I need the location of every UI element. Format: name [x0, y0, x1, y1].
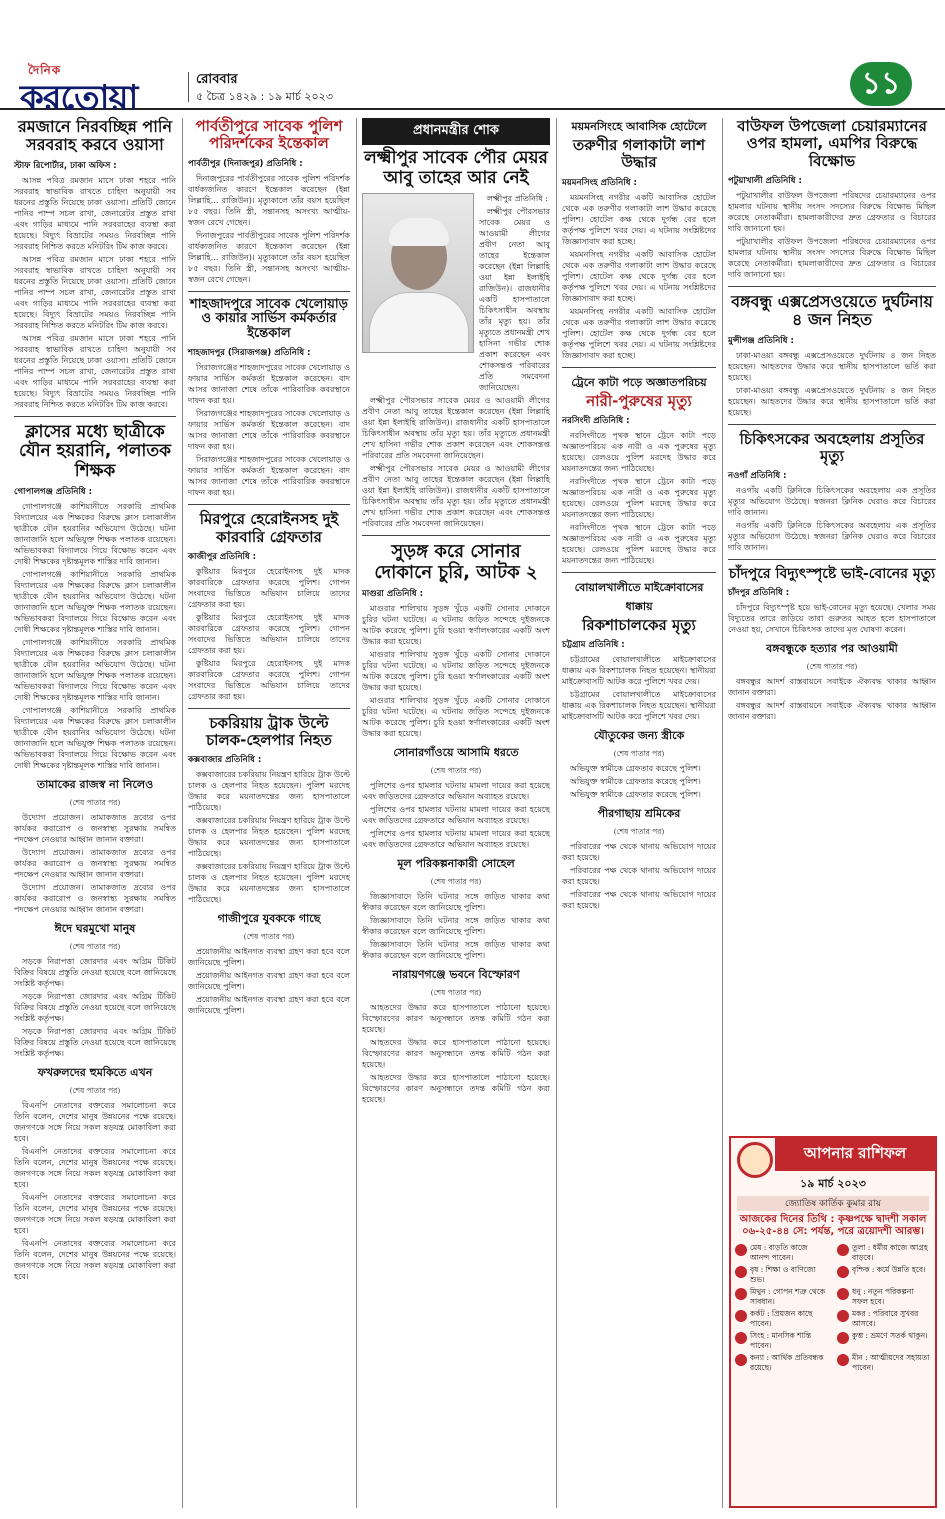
- headline-electrocution[interactable]: চাঁদপুরে বিদ্যুৎস্পৃষ্টে ভাই-বোনের মৃত্যু: [728, 566, 936, 583]
- byline: মাগুরা প্রতিনিধি :: [362, 589, 424, 600]
- byline: মুন্সীগঞ্জ প্রতিনিধি :: [728, 335, 794, 346]
- article-body: ময়মনসিংহ নগরীর একটি আবাসিক হোটেল থেকে এক তরুণীর গলাকাটা লাশ উদ্ধার করেছে পুলিশ। হোটেল কক্ষ থেকে দুর্গন্ধ বের হলে কর্তৃপক্ষ পুলিশে খবর দেয়। এ ঘটনায় সংশ্লিষ্টদের জিজ্ঞাসাবাদ করা হচ্ছে। ময়মনসিংহ নগরীর একটি আবাসিক হোটেল থেকে এক তরুণীর গলাকাটা লাশ উদ্ধার করেছে পুলিশ। হোটেল কক্ষ থেকে দুর্গন্ধ বের হলে কর্তৃপক্ষ পুলিশে খবর দেয়। এ ঘটনায় সংশ্লিষ্টদের জিজ্ঞাসাবাদ করা হচ্ছে। ময়মনসিংহ নগরীর একটি আবাসিক হোটেল থেকে এক তরুণীর গলাকাটা লাশ উদ্ধার করেছে পুলিশ। হোটেল কক্ষ থেকে দুর্গন্ধ বের হলে কর্তৃপক্ষ পুলিশে খবর দেয়। এ ঘটনায় সংশ্লিষ্টদের জিজ্ঞাসাবাদ করা হচ্ছে।: [562, 192, 716, 360]
- zodiac-icon: [735, 1354, 747, 1366]
- headline-rickshaw-death[interactable]: রিকশাচালকের মৃত্যু: [582, 615, 696, 634]
- article-body: পুলিশের ওপর হামলার ঘটনায় মামলা দায়ের করা হয়েছে এবং জড়িতদের গ্রেফতারে অভিযান অব্যাহত রয়েছে। পুলিশের ওপর হামলার ঘটনায় মামলা দায়ের করা হয়েছে এবং জড়িতদের গ্রেফতারে অভিযান অব্যাহত রয়েছে। পুলিশের ওপর হামলার ঘটনায় মামলা দায়ের করা হয়েছে এবং জড়িতদের গ্রেফতারে অভিযান অব্যাহত রয়েছে।: [362, 781, 550, 850]
- continuation-note: (শেষ পাতার পর): [430, 988, 482, 998]
- column-divider: [182, 118, 183, 1508]
- subhead[interactable]: ফখরুলদের হুমকিতে এখন: [37, 1066, 153, 1080]
- article-body: সড়কে নিরাপত্তা জোরদার এবং অগ্রিম টিকিট বিক্রির বিষয়ে প্রস্তুতি নেওয়া হয়েছে বলে জানিয়েছে সংশ্লিষ্ট কর্তৃপক্ষ। সড়কে নিরাপত্তা জোরদার এবং অগ্রিম টিকিট বিক্রির বিষয়ে প্রস্তুতি নেওয়া হয়েছে বলে জানিয়েছে সংশ্লিষ্ট কর্তৃপক্ষ। সড়কে নিরাপত্তা জোরদার এবং অগ্রিম টিকিট বিক্রির বিষয়ে প্রস্তুতি নেওয়া হয়েছে বলে জানিয়েছে সংশ্লিষ্ট কর্তৃপক্ষ।: [14, 957, 176, 1059]
- article-body: অভিযুক্ত স্বামীকে গ্রেফতার করেছে পুলিশ। অভিযুক্ত স্বামীকে গ্রেফতার করেছে পুলিশ। অভিযুক্ত স্বামীকে গ্রেফতার করেছে পুলিশ।: [570, 764, 701, 799]
- zodiac-icon: [735, 1244, 747, 1256]
- continuation-note: (শেষ পাতার পর): [243, 932, 295, 942]
- zodiac-icon: [735, 1266, 747, 1278]
- headline-gold-theft[interactable]: সুড়ঙ্গ করে সোনার দোকানে চুরি, আটক ২: [374, 541, 538, 583]
- headline-lakshmipur-mayor[interactable]: লক্ষ্মীপুর সাবেক পৌর মেয়র আবু তাহের আর নেই: [364, 148, 548, 188]
- zodiac-icon: [735, 1288, 747, 1300]
- headline-chakaria-truck[interactable]: চকরিয়ায় ট্রাক উল্টে চালক-হেলপার নিহত: [206, 713, 332, 750]
- byline: নওগাঁ প্রতিনিধি :: [728, 471, 787, 482]
- continuation-note: (শেষ পাতার পর): [69, 798, 121, 808]
- article-body: গোপালগঞ্জে কাশিয়ানীতে সরকারি প্রাথমিক বিদ্যালয়ের এক শিক্ষকের বিরুদ্ধে ক্লাস চলাকালীন ছাত্রীকে যৌন হয়রানির অভিযোগ উঠেছে। ঘটনা জানাজানি হলে অভিযুক্ত শিক্ষক পলাতক রয়েছেন। অভিভাবকরা বিদ্যালয়ে গিয়ে বিক্ষোভ করেন এবং দোষী শিক্ষকের দৃষ্টান্তমূলক শাস্তির দাবি জানান। গোপালগঞ্জে কাশিয়ানীতে সরকারি প্রাথমিক বিদ্যালয়ের এক শিক্ষকের বিরুদ্ধে ক্লাস চলাকালীন ছাত্রীকে যৌন হয়রানির অভিযোগ উঠেছে। ঘটনা জানাজানি হলে অভিযুক্ত শিক্ষক পলাতক রয়েছেন। অভিভাবকরা বিদ্যালয়ে গিয়ে বিক্ষোভ করেন এবং দোষী শিক্ষকের দৃষ্টান্তমূলক শাস্তির দাবি জানান। গোপালগঞ্জে কাশিয়ানীতে সরকারি প্রাথমিক বিদ্যালয়ের এক শিক্ষকের বিরুদ্ধে ক্লাস চলাকালীন ছাত্রীকে যৌন হয়রানির অভিযোগ উঠেছে। ঘটনা জানাজানি হলে অভিযুক্ত শিক্ষক পলাতক রয়েছেন। অভিভাবকরা বিদ্যালয়ে গিয়ে বিক্ষোভ করেন এবং দোষী শিক্ষকের দৃষ্টান্তমূলক শাস্তির দাবি জানান। গোপালগঞ্জে কাশিয়ানীতে সরকারি প্রাথমিক বিদ্যালয়ের এক শিক্ষকের বিরুদ্ধে ক্লাস চলাকালীন ছাত্রীকে যৌন হয়রানির অভিযোগ উঠেছে। ঘটনা জানাজানি হলে অভিযুক্ত শিক্ষক পলাতক রয়েছেন। অভিভাবকরা বিদ্যালয়ে গিয়ে বিক্ষোভ করেন এবং দোষী শিক্ষকের দৃষ্টান্তমূলক শাস্তির দাবি জানান।: [14, 502, 176, 771]
- zodiac-icon: [735, 1310, 747, 1322]
- rule: [562, 572, 716, 573]
- headline-train-deaths[interactable]: নারী-পুরুষের মৃত্যু: [586, 391, 692, 410]
- article-body: বিএনপি নেতাদের বক্তব্যের সমালোচনা করে তিনি বলেন, দেশের মানুষ উন্নয়নের পক্ষে রয়েছে। জনগণকে সঙ্গে নিয়ে সকল ষড়যন্ত্র মোকাবিলা করা হবে। বিএনপি নেতাদের বক্তব্যের সমালোচনা করে তিনি বলেন, দেশের মানুষ উন্নয়নের পক্ষে রয়েছে। জনগণকে সঙ্গে নিয়ে সকল ষড়যন্ত্র মোকাবিলা করা হবে। বিএনপি নেতাদের বক্তব্যের সমালোচনা করে তিনি বলেন, দেশের মানুষ উন্নয়নের পক্ষে রয়েছে। জনগণকে সঙ্গে নিয়ে সকল ষড়যন্ত্র মোকাবিলা করা হবে। বিএনপি নেতাদের বক্তব্যের সমালোচনা করে তিনি বলেন, দেশের মানুষ উন্নয়নের পক্ষে রয়েছে। জনগণকে সঙ্গে নিয়ে সকল ষড়যন্ত্র মোকাবিলা করা হবে।: [14, 1101, 176, 1282]
- subhead[interactable]: গাজীপুরে যুবককে গাছে: [217, 912, 321, 926]
- zodiac-icon: [837, 1288, 849, 1300]
- column-3: [362, 118, 550, 1107]
- subhead[interactable]: মূল পরিকল্পনাকারী সোহেল: [397, 857, 515, 871]
- zodiac-icon: [735, 1332, 747, 1344]
- rule: [188, 504, 350, 505]
- article-body: নওগাঁয় একটি ক্লিনিকে চিকিৎসকের অবহেলায় এক প্রসূতির মৃত্যুর অভিযোগ উঠেছে। স্বজনরা ক্লিনিক ঘেরাও করে বিচারের দাবি জানান। নওগাঁয় একটি ক্লিনিকে চিকিৎসকের অবহেলায় এক প্রসূতির মৃত্যুর অভিযোগ উঠেছে। স্বজনরা ক্লিনিক ঘেরাও করে বিচারের দাবি জানান।: [728, 486, 936, 553]
- horoscope-date: ১৯ মার্চ ২০২৩: [800, 1177, 866, 1190]
- byline: শাহজাদপুর (সিরাজগঞ্জ) প্রতিনিধি :: [188, 348, 311, 359]
- kicker: ট্রেনে কাটা পড়ে অজ্ঞাতপরিচয়: [571, 375, 707, 389]
- horoscope-author: জ্যোতিষ কার্তিক কুমার রায়: [737, 1196, 929, 1211]
- zodiac-wheel-icon: [737, 1142, 773, 1178]
- article-body: কক্সবাজারের চকরিয়ায় নিয়ন্ত্রণ হারিয়ে ট্রাক উল্টে চালক ও হেলপার নিহত হয়েছেন। পুলিশ মরদেহ উদ্ধার করে ময়নাতদন্তের জন্য হাসপাতালে পাঠিয়েছে। কক্সবাজারের চকরিয়ায় নিয়ন্ত্রণ হারিয়ে ট্রাক উল্টে চালক ও হেলপার নিহত হয়েছেন। পুলিশ মরদেহ উদ্ধার করে ময়নাতদন্তের জন্য হাসপাতালে পাঠিয়েছে। কক্সবাজারের চকরিয়ায় নিয়ন্ত্রণ হারিয়ে ট্রাক উল্টে চালক ও হেলপার নিহত হয়েছেন। পুলিশ মরদেহ উদ্ধার করে ময়নাতদন্তের জন্য হাসপাতালে পাঠিয়েছে।: [188, 770, 350, 905]
- continuation-note: (শেষ পাতার পর): [430, 877, 482, 887]
- logo-main-text: করতোয়া: [20, 78, 138, 118]
- issue-day: রোববার: [196, 72, 238, 87]
- subhead[interactable]: বঙ্গবন্ধুকে হত্যার পর আওয়ামী: [766, 642, 898, 656]
- continuation-note: (শেষ পাতার পর): [613, 827, 665, 836]
- zodiac-sign-entry: সিংহ : মানসিক শান্তি পাবেন।: [731, 1330, 833, 1352]
- article-body: লক্ষ্মীপুর প্রতিনিধি : লক্ষ্মীপুর পৌরসভার সাবেক মেয়র ও আওয়ামী লীগের প্রবীণ নেতা আবু তাহের ইন্তেকাল করেছেন (ইন্না লিল্লাহি ওয়া ইন্না ইলাইহি রাজিউন)। রাজধানীর একটি হাসপাতালে চিকিৎসাধীন অবস্থায় তাঁর মৃত্যু হয়। তাঁর মৃত্যুতে প্রধানমন্ত্রী শেখ হাসিনা গভীর শোক প্রকাশ করেছেন এবং শোকসন্তপ্ত পরিবারের প্রতি সমবেদনা জানিয়েছেন।: [479, 194, 550, 393]
- subhead[interactable]: তামাকের রাজস্ব না নিলেও: [36, 778, 154, 792]
- horoscope-title: আপনার রাশিফল: [775, 1138, 935, 1171]
- article-body: নরসিংদীতে পৃথক স্থানে ট্রেনে কাটা পড়ে অজ্ঞাতপরিচয় এক নারী ও এক পুরুষের মৃত্যু হয়েছে। রেলওয়ে পুলিশ মরদেহ উদ্ধার করে ময়নাতদন্তের জন্য পাঠিয়েছে। নরসিংদীতে পৃথক স্থানে ট্রেনে কাটা পড়ে অজ্ঞাতপরিচয় এক নারী ও এক পুরুষের মৃত্যু হয়েছে। রেলওয়ে পুলিশ মরদেহ উদ্ধার করে ময়নাতদন্তের জন্য পাঠিয়েছে। নরসিংদীতে পৃথক স্থানে ট্রেনে কাটা পড়ে অজ্ঞাতপরিচয় এক নারী ও এক পুরুষের মৃত্যু হয়েছে। রেলওয়ে পুলিশ মরদেহ উদ্ধার করে ময়নাতদন্তের জন্য পাঠিয়েছে।: [562, 430, 716, 565]
- headline-shahjadpur-obit[interactable]: শাহজাদপুরে সাবেক খেলোয়াড় ও কায়ার সার্ভিস কর্মকর্তার ইন্তেকাল: [190, 296, 348, 342]
- page-number-badge: ১১: [850, 62, 912, 106]
- byline: নরসিংদী প্রতিনিধি :: [562, 415, 630, 426]
- rule: [362, 535, 550, 536]
- zodiac-sign-entry: কর্কট : প্রিয়জন কাছে পাবেন।: [731, 1308, 833, 1330]
- continuation-note: (শেষ পাতার পর): [613, 749, 665, 758]
- zodiac-sign-entry: মেষ : বাড়তি কাজে আনন্দ পাবেন।: [731, 1242, 833, 1264]
- article-body: লক্ষ্মীপুর পৌরসভার সাবেক মেয়র ও আওয়ামী লীগের প্রবীণ নেতা আবু তাহের ইন্তেকাল করেছেন (ইন্না লিল্লাহি ওয়া ইন্না ইলাইহি রাজিউন)। রাজধানীর একটি হাসপাতালে চিকিৎসাধীন অবস্থায় তাঁর মৃত্যু হয়। তাঁর মৃত্যুতে প্রধানমন্ত্রী শেখ হাসিনা গভীর শোক প্রকাশ করেছেন এবং শোকসন্তপ্ত পরিবারের প্রতি সমবেদনা জানিয়েছেন। লক্ষ্মীপুর পৌরসভার সাবেক মেয়র ও আওয়ামী লীগের প্রবীণ নেতা আবু তাহের ইন্তেকাল করেছেন (ইন্না লিল্লাহি ওয়া ইন্না ইলাইহি রাজিউন)। রাজধানীর একটি হাসপাতালে চিকিৎসাধীন অবস্থায় তাঁর মৃত্যু হয়। তাঁর মৃত্যুতে প্রধানমন্ত্রী শেখ হাসিনা গভীর শোক প্রকাশ করেছেন এবং শোকসন্তপ্ত পরিবারের প্রতি সমবেদনা জানিয়েছেন।: [362, 396, 550, 529]
- column-4: [562, 118, 716, 913]
- column-divider: [356, 118, 357, 1508]
- byline: পটুয়াখালী প্রতিনিধি :: [728, 175, 802, 186]
- rule: [562, 367, 716, 368]
- article-body: বঙ্গবন্ধুর আদর্শ বাস্তবায়নে সবাইকে ঐক্যবদ্ধ থাকার আহ্বান জানান বক্তারা। বঙ্গবন্ধুর আদর্শ বাস্তবায়নে সবাইকে ঐক্যবদ্ধ থাকার আহ্বান জানান বক্তারা।: [728, 677, 936, 722]
- article-body: ঢাকা-মাওয়া বঙ্গবন্ধু এক্সপ্রেসওয়েতে দুর্ঘটনায় ৪ জন নিহত হয়েছেন। আহতদের উদ্ধার করে স্থানীয় হাসপাতালে ভর্তি করা হয়েছে। ঢাকা-মাওয়া বঙ্গবন্ধু এক্সপ্রেসওয়েতে দুর্ঘটনায় ৪ জন নিহত হয়েছেন। আহতদের উদ্ধার করে স্থানীয় হাসপাতালে ভর্তি করা হয়েছে।: [728, 350, 936, 417]
- headline-mirpur-heroin[interactable]: মিরপুরে হেরোইনসহ দুই কারবারি গ্রেফতার: [199, 510, 339, 546]
- rule: [728, 424, 936, 425]
- zodiac-sign-entry: বৃষ : শিক্ষা ও বাণিজ্যে শুভ।: [731, 1264, 833, 1286]
- zodiac-icon: [837, 1310, 849, 1322]
- rule: [188, 291, 350, 292]
- horoscope-tithi: আজকের দিনের তিথি : কৃষ্ণপক্ষে দ্বাদশী সকাল ০৬-২৫-৪৪ সে: পর্যন্ত, পরে ত্রয়োদশী আরম্ভ।: [739, 1214, 927, 1237]
- column-1: [14, 118, 176, 1284]
- article-body: আসন্ন পবিত্র রমজান মাসে ঢাকা শহরে পানি সরবরাহ স্বাভাবিক রাখতে চাহিদা অনুযায়ী সব ধরনের প্রস্তুতি নিয়েছে ঢাকা ওয়াসা। প্রতিটি জোনে পানির পাম্প সচল রাখা, জেনারেটর প্রস্তুত রাখা এবং গাড়ির মাধ্যমে পানি সরবরাহের ব্যবস্থা করা হয়েছে। বিদ্যুৎ বিভ্রাটের সময়ও নিরবচ্ছিন্ন পানি সরবরাহ নিশ্চিত করতে মনিটরিং টিম কাজ করবে। আসন্ন পবিত্র রমজান মাসে ঢাকা শহরে পানি সরবরাহ স্বাভাবিক রাখতে চাহিদা অনুযায়ী সব ধরনের প্রস্তুতি নিয়েছে ঢাকা ওয়াসা। প্রতিটি জোনে পানির পাম্প সচল রাখা, জেনারেটর প্রস্তুত রাখা এবং গাড়ির মাধ্যমে পানি সরবরাহের ব্যবস্থা করা হয়েছে। বিদ্যুৎ বিভ্রাটের সময়ও নিরবচ্ছিন্ন পানি সরবরাহ নিশ্চিত করতে মনিটরিং টিম কাজ করবে। আসন্ন পবিত্র রমজান মাসে ঢাকা শহরে পানি সরবরাহ স্বাভাবিক রাখতে চাহিদা অনুযায়ী সব ধরনের প্রস্তুতি নিয়েছে ঢাকা ওয়াসা। প্রতিটি জোনে পানির পাম্প সচল রাখা, জেনারেটর প্রস্তুত রাখা এবং গাড়ির মাধ্যমে পানি সরবরাহের ব্যবস্থা করা হয়েছে। বিদ্যুৎ বিভ্রাটের সময়ও নিরবচ্ছিন্ন পানি সরবরাহ নিশ্চিত করতে মনিটরিং টিম কাজ করবে।: [14, 175, 176, 409]
- headline-hotel-body[interactable]: তরুণীর গলাকাটা লাশ উদ্ধার: [573, 136, 705, 172]
- zodiac-icon: [837, 1332, 849, 1344]
- byline: গোপালগঞ্জ প্রতিনিধি :: [14, 487, 93, 498]
- subhead[interactable]: নারায়ণগঞ্জে ভবনে বিস্ফোরণ: [392, 968, 520, 982]
- zodiac-sign-entry: তুলা : ধর্মীয় কাজে আগ্রহ বাড়বে।: [833, 1242, 935, 1264]
- subhead[interactable]: ঈদে ঘরমুখো মানুষ: [54, 922, 136, 936]
- article-body: প্রয়োজনীয় আইনগত ব্যবস্থা গ্রহণ করা হবে বলে জানিয়েছে পুলিশ। প্রয়োজনীয় আইনগত ব্যবস্থা গ্রহণ করা হবে বলে জানিয়েছে পুলিশ। প্রয়োজনীয় আইনগত ব্যবস্থা গ্রহণ করা হবে বলে জানিয়েছে পুলিশ।: [188, 947, 350, 1016]
- zodiac-sign-entry: কুম্ভ : ভ্রমণে সতর্ক থাকুন।: [833, 1330, 935, 1352]
- article-body: পটুয়াখালীর বাউফল উপজেলা পরিষদের চেয়ারম্যানের ওপর হামলার ঘটনায় স্থানীয় সংসদ সদস্যের বিরুদ্ধে বিক্ষোভ মিছিল করেছে নেতাকর্মীরা। হামলাকারীদের দ্রুত গ্রেফতার ও বিচারের দাবি জানানো হয়। পটুয়াখালীর বাউফল উপজেলা পরিষদের চেয়ারম্যানের ওপর হামলার ঘটনায় স্থানীয় সংসদ সদস্যের বিরুদ্ধে বিক্ষোভ মিছিল করেছে নেতাকর্মীরা। হামলাকারীদের দ্রুত গ্রেফতার ও বিচারের দাবি জানানো হয়।: [728, 190, 936, 279]
- zodiac-icon: [837, 1354, 849, 1366]
- article-body: মাগুরার শালিখায় সুড়ঙ্গ খুঁড়ে একটি সোনার দোকানে চুরির ঘটনা ঘটেছে। এ ঘটনায় জড়িত সন্দেহে দুইজনকে আটক করেছে পুলিশ। চুরি হওয়া স্বর্ণালংকারের একটি অংশ উদ্ধার করা হয়েছে। মাগুরার শালিখায় সুড়ঙ্গ খুঁড়ে একটি সোনার দোকানে চুরির ঘটনা ঘটেছে। এ ঘটনায় জড়িত সন্দেহে দুইজনকে আটক করেছে পুলিশ। চুরি হওয়া স্বর্ণালংকারের একটি অংশ উদ্ধার করা হয়েছে। মাগুরার শালিখায় সুড়ঙ্গ খুঁড়ে একটি সোনার দোকানে চুরির ঘটনা ঘটেছে। এ ঘটনায় জড়িত সন্দেহে দুইজনকে আটক করেছে পুলিশ। চুরি হওয়া স্বর্ণালংকারের একটি অংশ উদ্ধার করা হয়েছে।: [362, 604, 550, 739]
- zodiac-sign-entry: কন্যা : আর্থিক প্রতিবন্ধক রয়েছে।: [731, 1352, 833, 1374]
- rule: [728, 286, 936, 287]
- rule: [728, 559, 936, 560]
- headline-expressway-accident[interactable]: বঙ্গবন্ধু এক্সপ্রেসওয়েতে দুর্ঘটনায় ৪ জন নিহত: [731, 291, 933, 330]
- byline: পার্বতীপুর (দিনাজপুর) প্রতিনিধি :: [188, 158, 303, 169]
- zodiac-sign-entry: ধনু : নতুন পরিকল্পনা সফল হবে।: [833, 1286, 935, 1308]
- column-2: [188, 118, 350, 1018]
- column-divider: [556, 118, 557, 1508]
- headline-bauphal-attack[interactable]: বাউফল উপজেলা চেয়ারম্যানের ওপর হামলা, এমপির বিরুদ্ধে বিক্ষোভ: [737, 117, 927, 170]
- headline-police-obit[interactable]: পার্বতীপুরে সাবেক পুলিশ পরিদর্শকের ইন্তেকাল: [195, 117, 343, 153]
- article-body: দিনাজপুরের পার্বতীপুরের সাবেক পুলিশ পরিদর্শক বার্ধক্যজনিত কারণে ইন্তেকাল করেছেন (ইন্না লিল্লাহি... রাজিউন)। মৃত্যুকালে তাঁর বয়স হয়েছিল ৮৫ বছর। তিনি স্ত্রী, সন্তানসহ অসংখ্য আত্মীয়-স্বজন রেখে গেছেন। দিনাজপুরের পার্বতীপুরের সাবেক পুলিশ পরিদর্শক বার্ধক্যজনিত কারণে ইন্তেকাল করেছেন (ইন্না লিল্লাহি... রাজিউন)। মৃত্যুকালে তাঁর বয়স হয়েছিল ৮৫ বছর। তিনি স্ত্রী, সন্তানসহ অসংখ্য আত্মীয়-স্বজন রেখে গেছেন।: [188, 173, 350, 284]
- byline: চাঁদপুর প্রতিনিধি :: [728, 588, 790, 599]
- subhead[interactable]: সোনারগাঁওয়ে আসামি ধরতে: [393, 746, 519, 760]
- byline: কাজীপুর প্রতিনিধি :: [188, 551, 257, 562]
- zodiac-sign-entry: বৃশ্চিক : কর্মে উন্নতি হবে।: [833, 1264, 935, 1286]
- article-body: জিজ্ঞাসাবাদে তিনি ঘটনার সঙ্গে জড়িত থাকার কথা স্বীকার করেছেন বলে জানিয়েছে পুলিশ। জিজ্ঞাসাবাদে তিনি ঘটনার সঙ্গে জড়িত থাকার কথা স্বীকার করেছেন বলে জানিয়েছে পুলিশ। জিজ্ঞাসাবাদে তিনি ঘটনার সঙ্গে জড়িত থাকার কথা স্বীকার করেছেন বলে জানিয়েছে পুলিশ।: [362, 892, 550, 961]
- byline: ময়মনসিংহ প্রতিনিধি :: [562, 177, 637, 188]
- masthead: [0, 0, 945, 118]
- article-body: চট্টগ্রামের বোয়ালখালীতে মাইক্রোবাসের ধাক্কায় এক রিকশাচালক নিহত হয়েছেন। স্থানীয়রা মাইক্রোবাসটি আটক করে পুলিশে খবর দেয়। চট্টগ্রামের বোয়ালখালীতে মাইক্রোবাসের ধাক্কায় এক রিকশাচালক নিহত হয়েছেন। স্থানীয়রা মাইক্রোবাসটি আটক করে পুলিশে খবর দেয়।: [562, 655, 716, 721]
- zodiac-icon: [837, 1266, 849, 1278]
- article-body: উদ্যোগ প্রয়োজন। তামাকজাত দ্রব্যের ওপর কার্যকর করারোপ ও জনস্বাস্থ্য সুরক্ষায় সমন্বিত পদক্ষেপ নেওয়ার আহ্বান জানান বক্তারা। উদ্যোগ প্রয়োজন। তামাকজাত দ্রব্যের ওপর কার্যকর করারোপ ও জনস্বাস্থ্য সুরক্ষায় সমন্বিত পদক্ষেপ নেওয়ার আহ্বান জানান বক্তারা। উদ্যোগ প্রয়োজন। তামাকজাত দ্রব্যের ওপর কার্যকর করারোপ ও জনস্বাস্থ্য সুরক্ষায় সমন্বিত পদক্ষেপ নেওয়ার আহ্বান জানান বক্তারা।: [14, 813, 176, 915]
- rule: [188, 708, 350, 709]
- continuation-note: (শেষ পাতার পর): [430, 766, 482, 776]
- column-divider: [722, 118, 723, 1508]
- continuation-note: (শেষ পাতার পর): [806, 662, 858, 672]
- zodiac-sign-entry: মকর : পরিবারে সুখবর আসবে।: [833, 1308, 935, 1330]
- continuation-note: (শেষ পাতার পর): [69, 942, 121, 952]
- kicker: বোয়ালখালীতে মাইক্রোবাসের ধাক্কায়: [574, 580, 704, 613]
- byline: কক্সবাজার প্রতিনিধি :: [188, 755, 262, 766]
- zodiac-icon: [837, 1244, 849, 1256]
- byline: চট্টগ্রাম প্রতিনিধি :: [562, 640, 625, 650]
- headline-maternal-death[interactable]: চিকিৎসকের অবহেলায় প্রসূতির মৃত্যু: [739, 429, 925, 465]
- kicker: ময়মনসিংহে আবাসিক হোটেলে: [571, 120, 707, 133]
- byline: স্টাফ রিপোর্টার, ঢাকা অফিস :: [14, 160, 117, 171]
- masthead-divider: [188, 72, 189, 102]
- zodiac-sign-entry: মিথুন : গোপন শত্রু থেকে সাবধান।: [731, 1286, 833, 1308]
- headline-harassment[interactable]: ক্লাসের মধ্যে ছাত্রীকে যৌন হয়রানি, পলাতক শিক্ষক: [18, 421, 172, 481]
- subhead[interactable]: যৌতুকের জন্য স্ত্রীকে: [593, 729, 685, 742]
- article-body: চাঁদপুরে বিদ্যুৎস্পৃষ্ট হয়ে ভাই-বোনের মৃত্যু হয়েছে। খেলার সময় বিদ্যুতের তারে জড়িয়ে তারা গুরুতর আহত হলে হাসপাতালে নেওয়া হয়, সেখানে চিকিৎসক তাদের মৃত ঘোষণা করেন।: [728, 603, 936, 635]
- zodiac-sign-entry: মীন : আত্মীয়দের সহায়তা পাবেন।: [833, 1352, 935, 1374]
- article-body: পরিবারের পক্ষ থেকে থানায় অভিযোগ দায়ের করা হয়েছে। পরিবারের পক্ষ থেকে থানায় অভিযোগ দায়ের করা হয়েছে। পরিবারের পক্ষ থেকে থানায় অভিযোগ দায়ের করা হয়েছে।: [562, 842, 716, 910]
- subhead[interactable]: পীরগাছায় শ্রমিকের: [597, 807, 681, 820]
- issue-date: ৫ চৈত্র ১৪২৯ : ১৯ মার্চ ২০২৩: [196, 90, 333, 103]
- headline-wasa[interactable]: রমজানে নিরবচ্ছিন্ন পানি সরবরাহ করবে ওয়াসা: [17, 117, 173, 155]
- section-banner: প্রধানমন্ত্রীর শোক: [362, 118, 550, 145]
- logo-small-text: দৈনিক: [28, 63, 62, 77]
- article-body: কুষ্টিয়ার মিরপুরে হেরোইনসহ দুই মাদক কারবারিকে গ্রেফতার করেছে পুলিশ। গোপন সংবাদের ভিত্তিতে অভিযান চালিয়ে তাদের গ্রেফতার করা হয়। কুষ্টিয়ার মিরপুরে হেরোইনসহ দুই মাদক কারবারিকে গ্রেফতার করেছে পুলিশ। গোপন সংবাদের ভিত্তিতে অভিযান চালিয়ে তাদের গ্রেফতার করা হয়। কুষ্টিয়ার মিরপুরে হেরোইনসহ দুই মাদক কারবারিকে গ্রেফতার করেছে পুলিশ। গোপন সংবাদের ভিত্তিতে অভিযান চালিয়ে তাদের গ্রেফতার করা হয়।: [188, 566, 350, 701]
- column-5: [728, 118, 936, 724]
- rule: [14, 416, 176, 417]
- portrait-photo: [362, 193, 474, 353]
- continuation-note: (শেষ পাতার পর): [69, 1086, 121, 1096]
- horoscope-box: [729, 1136, 937, 1508]
- article-body: সিরাজগঞ্জের শাহজাদপুরের সাবেক খেলোয়াড় ও ফায়ার সার্ভিস কর্মকর্তা ইন্তেকাল করেছেন। বাদ আসর জানাজা শেষে তাঁকে পারিবারিক কবরস্থানে দাফন করা হয়। সিরাজগঞ্জের শাহজাদপুরের সাবেক খেলোয়াড় ও ফায়ার সার্ভিস কর্মকর্তা ইন্তেকাল করেছেন। বাদ আসর জানাজা শেষে তাঁকে পারিবারিক কবরস্থানে দাফন করা হয়। সিরাজগঞ্জের শাহজাদপুরের সাবেক খেলোয়াড় ও ফায়ার সার্ভিস কর্মকর্তা ইন্তেকাল করেছেন। বাদ আসর জানাজা শেষে তাঁকে পারিবারিক কবরস্থানে দাফন করা হয়।: [188, 363, 350, 498]
- article-body: আহতদের উদ্ধার করে হাসপাতালে পাঠানো হয়েছে। বিস্ফোরণের কারণ অনুসন্ধানে তদন্ত কমিটি গঠন করা হয়েছে। আহতদের উদ্ধার করে হাসপাতালে পাঠানো হয়েছে। বিস্ফোরণের কারণ অনুসন্ধানে তদন্ত কমিটি গঠন করা হয়েছে। আহতদের উদ্ধার করে হাসপাতালে পাঠানো হয়েছে। বিস্ফোরণের কারণ অনুসন্ধানে তদন্ত কমিটি গঠন করা হয়েছে।: [362, 1003, 550, 1105]
